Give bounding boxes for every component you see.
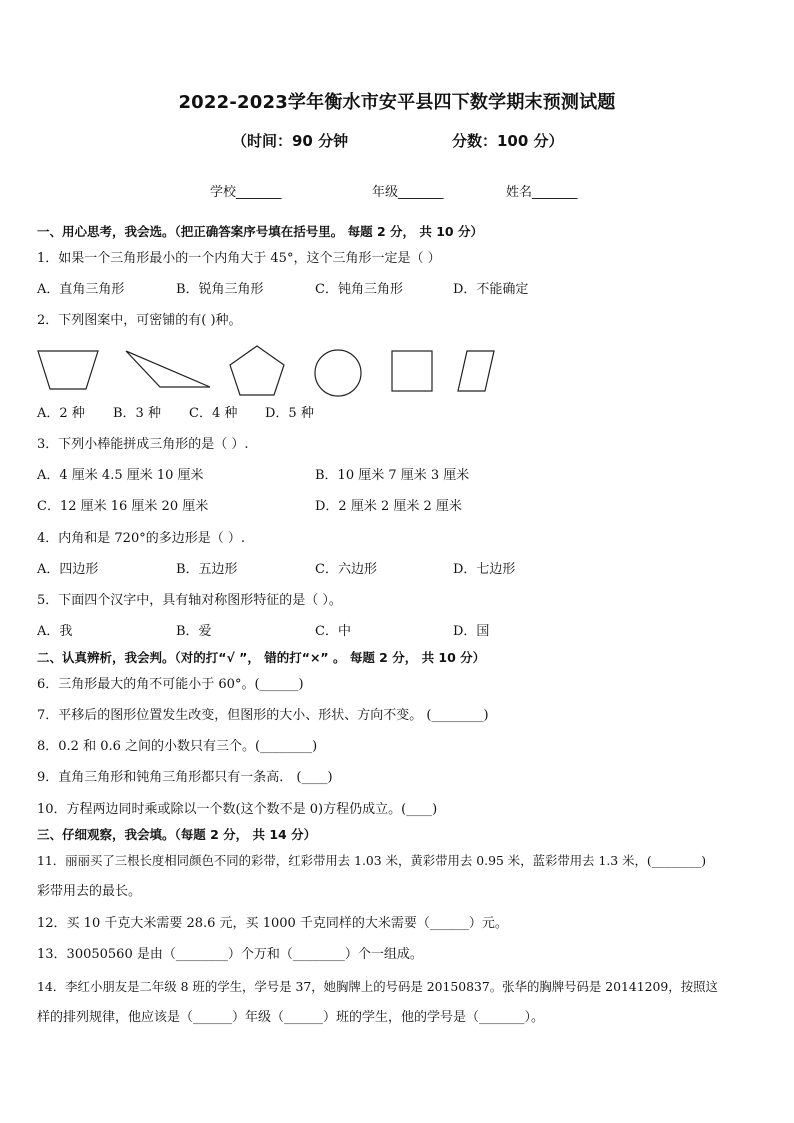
triangle-shape [126,351,210,387]
q3-option-b[interactable]: B．10 厘米 7 厘米 3 厘米 [315,468,470,483]
exam-score: 分数：100 分） [452,132,564,150]
q3-option-a[interactable]: A．4 厘米 4.5 厘米 10 厘米 [37,468,204,483]
parallelogram-shape [458,351,494,391]
q2-option-a[interactable]: A．2 种 [37,406,85,421]
q1-option-b[interactable]: B．锐角三角形 [176,282,264,297]
q2-option-c[interactable]: C．4 种 [189,406,238,421]
question-10: 10．方程两边同时乘或除以一个数(这个数不是 0)方程仍成立。(____) [37,802,438,817]
q5-option-b[interactable]: B．爱 [176,624,212,639]
q3-option-d[interactable]: D．2 厘米 2 厘米 2 厘米 [315,499,462,514]
question-11: 11．丽丽买了三根长度相同颜色不同的彩带，红彩带用去 1.03 米，黄彩带用去 0.95 米，蓝彩带用去 1.3 米，(________) [37,853,707,868]
q2-shapes-figure [30,343,510,401]
question-11-cont: 彩带用去的最长。 [37,884,142,899]
question-12: 12．买 10 千克大米需要 28.6 元，买 1000 千克同样的大米需要（______）元。 [37,916,508,931]
q4-option-a[interactable]: A．四边形 [37,562,99,577]
name-field[interactable]: 姓名_______ [506,185,578,200]
grade-field[interactable]: 年级_______ [372,185,444,200]
question-14: 14．李红小朋友是二年级 8 班的学生，学号是 37，她胸牌上的号码是 20150837。张华的胸牌号码是 20141209，按照这 [37,979,718,994]
section-2-heading: 二、认真辨析，我会判。（对的打“√ ”， 错的打“×” 。 每题 2 分， 共 10 分） [37,650,486,665]
q2-option-d[interactable]: D．5 种 [265,406,314,421]
q4-option-b[interactable]: B．五边形 [176,562,238,577]
question-14-cont: 样的排列规律，他应该是（______）年级（______）班的学生，他的学号是（_______）。 [37,1010,545,1025]
school-field[interactable]: 学校_______ [210,185,282,200]
q1-option-d[interactable]: D．不能确定 [453,282,529,297]
q3-option-c[interactable]: C．12 厘米 16 厘米 20 厘米 [37,499,209,514]
question-9: 9．直角三角形和钝角三角形都只有一条高． (____) [37,770,333,785]
q1-option-a[interactable]: A．直角三角形 [37,282,125,297]
pentagon-shape [230,346,284,395]
question-8: 8．0.2 和 0.6 之间的小数只有三个。(________) [37,739,318,754]
square-shape [392,351,432,391]
question-4: 4．内角和是 720°的多边形是（ ）. [37,531,245,546]
exam-time: （时间：90 分钟 [232,132,349,150]
question-5: 5．下面四个汉字中，具有轴对称图形特征的是（ ）。 [37,593,342,608]
section-1-heading: 一、用心思考，我会选。（把正确答案序号填在括号里。 每题 2 分， 共 10 分） [37,224,483,239]
question-6: 6．三角形最大的角不可能小于 60°。(______) [37,677,304,692]
question-1: 1．如果一个三角形最小的一个内角大于 45°，这个三角形一定是（ ） [37,251,441,266]
question-7: 7．平移后的图形位置发生改变，但图形的大小、形状、方向不变。 (________) [37,708,489,723]
circle-shape [315,350,361,396]
q5-option-c[interactable]: C．中 [315,624,351,639]
q4-option-d[interactable]: D．七边形 [453,562,516,577]
question-13: 13．30050560 是由（________）个万和（________）个一组成。 [37,947,423,962]
question-3: 3．下列小棒能拼成三角形的是（ ）. [37,437,249,452]
section-3-heading: 三、仔细观察，我会填。（每题 2 分， 共 14 分） [37,827,317,842]
page-title: 2022-2023学年衡水市安平县四下数学期末预测试题 [178,92,616,113]
q5-option-d[interactable]: D．国 [453,624,490,639]
trapezoid-shape [38,351,98,389]
q2-option-b[interactable]: B．3 种 [113,406,161,421]
q1-option-c[interactable]: C．钝角三角形 [315,282,403,297]
question-2: 2．下列图案中，可密铺的有( )种。 [37,313,242,328]
q4-option-c[interactable]: C．六边形 [315,562,377,577]
q5-option-a[interactable]: A．我 [37,624,73,639]
